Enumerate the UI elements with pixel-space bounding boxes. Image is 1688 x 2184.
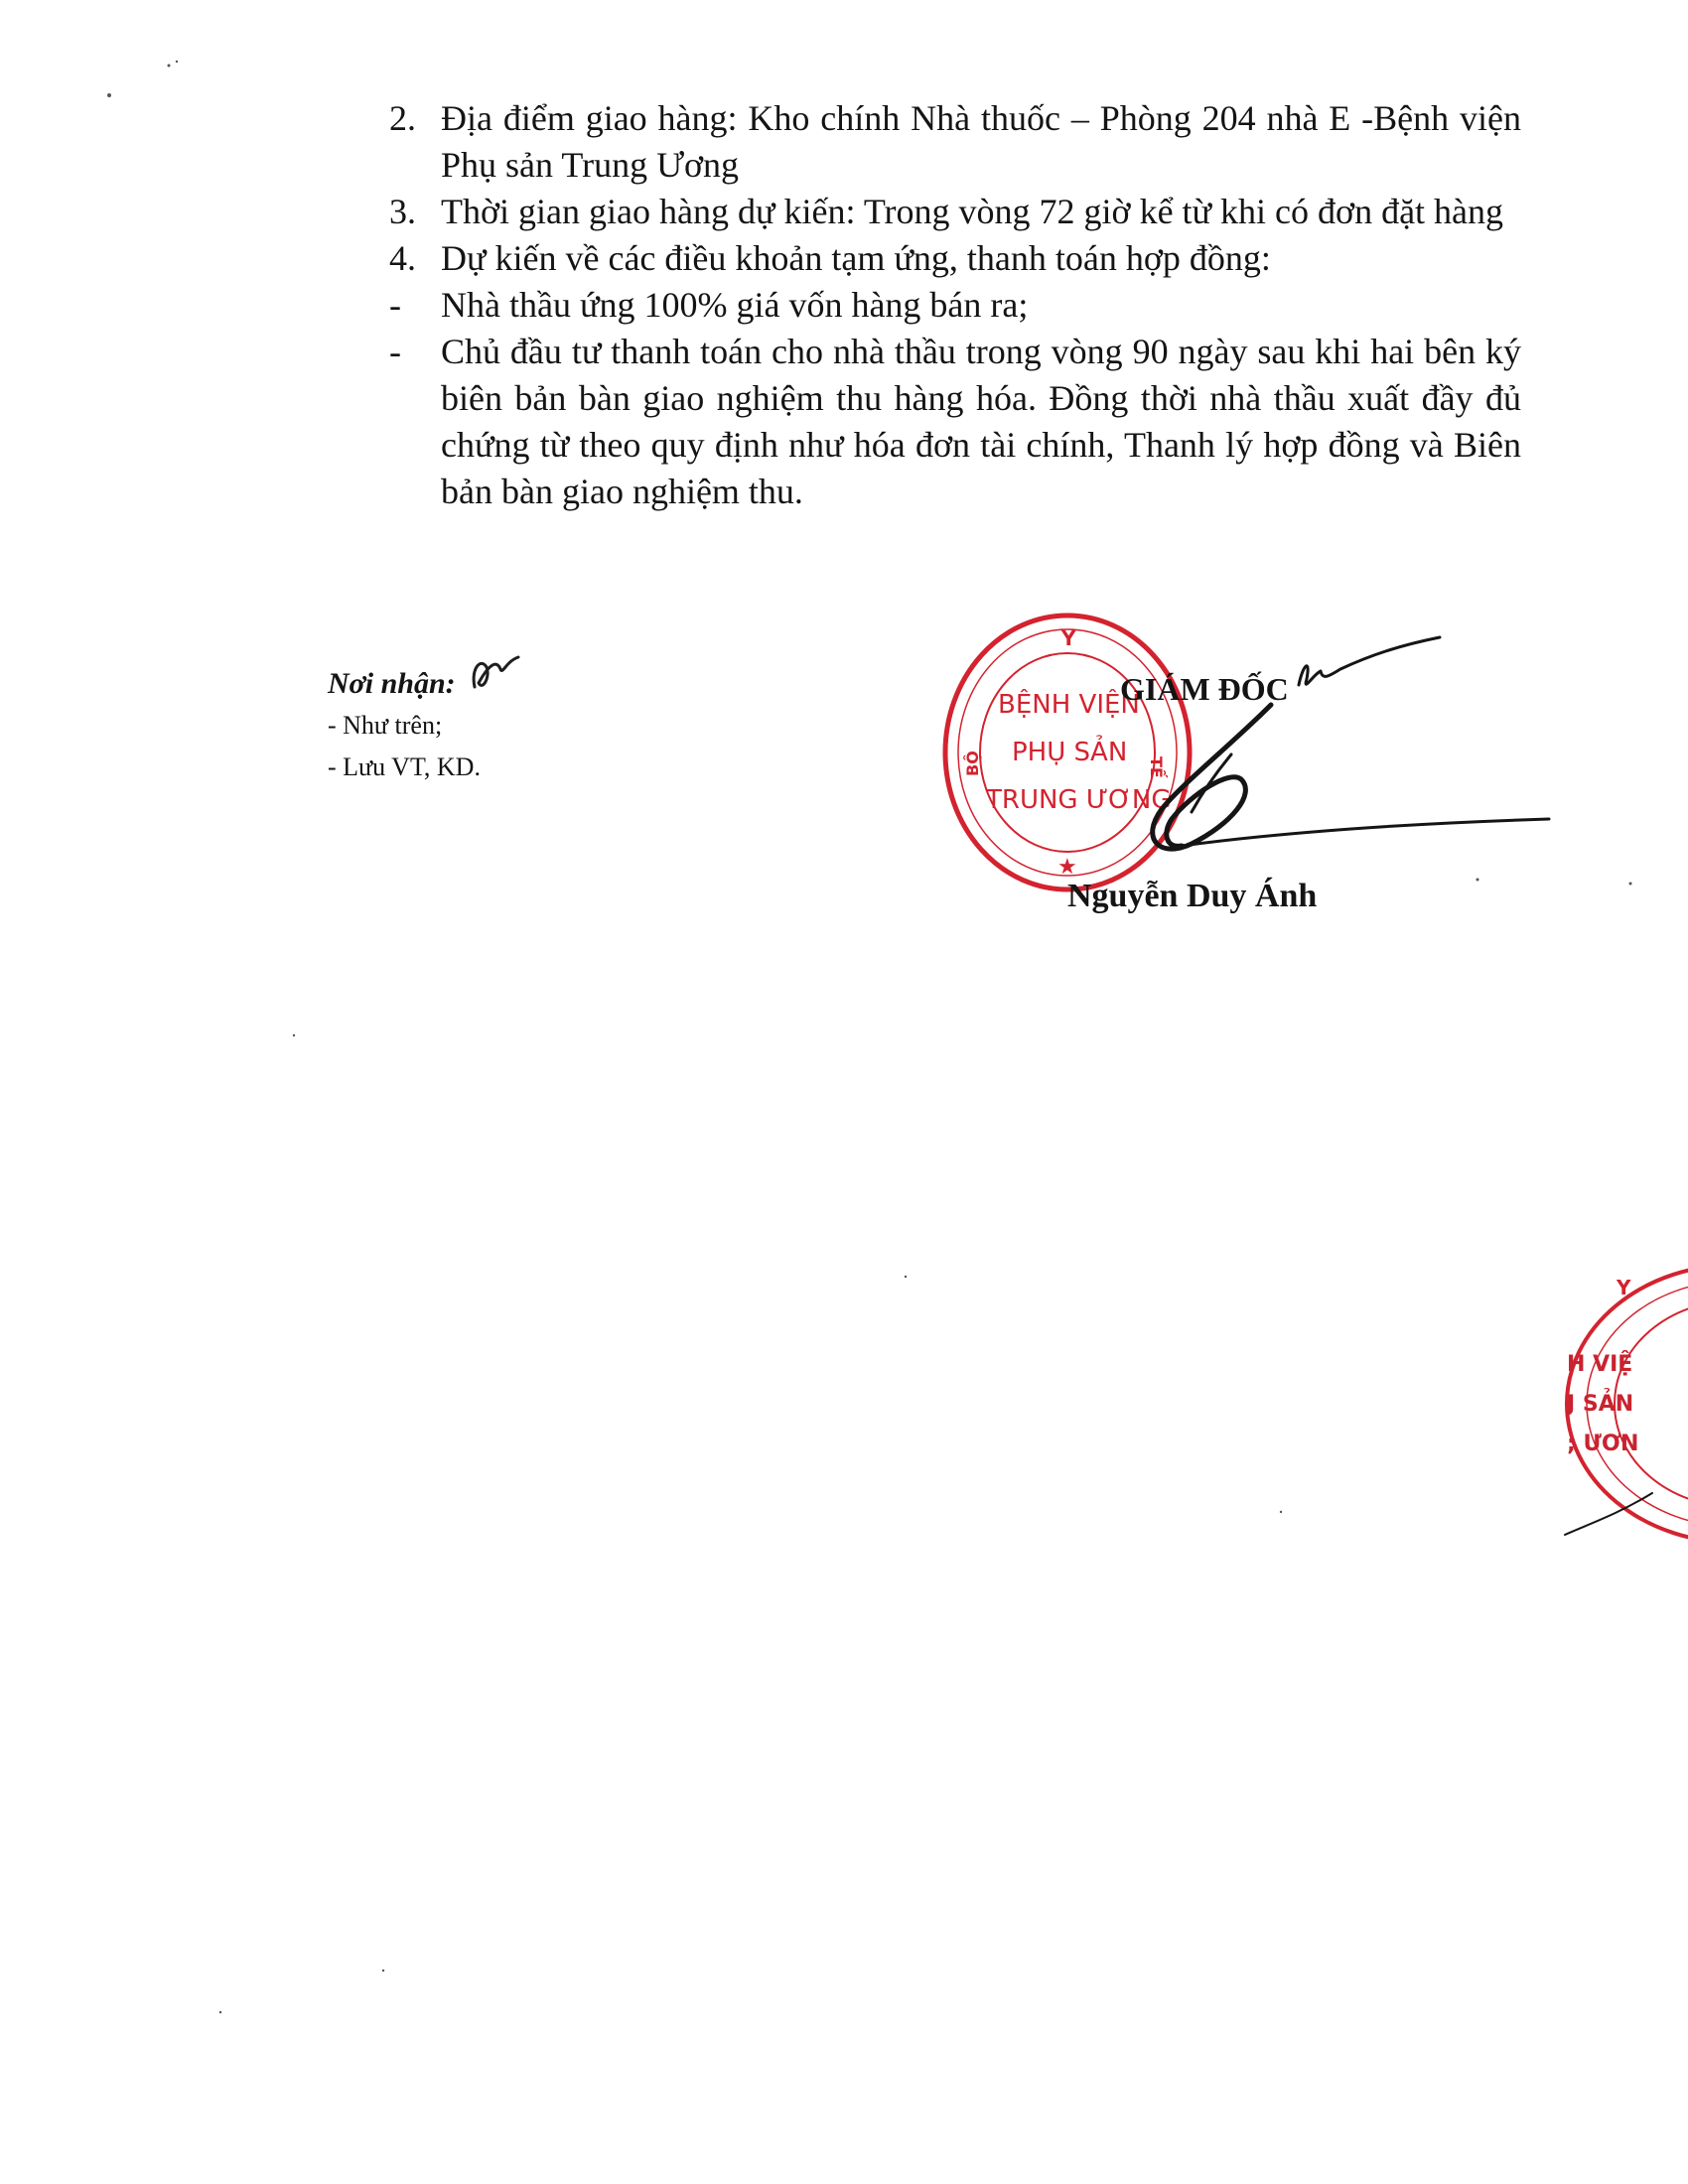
- partial-seal-text: [1567, 1345, 1676, 1464]
- seal-star: ★: [1057, 855, 1077, 880]
- body-text: [389, 95, 1521, 515]
- recipient-line: - Như trên;: [328, 711, 443, 740]
- recipients-block: [328, 663, 745, 788]
- list-item: [389, 329, 1521, 515]
- seal-line: BỆNH VIỆN: [998, 690, 1140, 720]
- list-marker: -: [389, 332, 401, 371]
- recipient-line: - Lưu VT, KD.: [328, 752, 481, 781]
- list-item-text: Chủ đầu tư thanh toán cho nhà thầu trong vòng 90 ngày sau khi hai bên ký biên bản bàn giao nghiệm thu hàng hóa. Đồng thời nhà thầu xuất đầy đủ chứng từ theo quy định như hóa đơn tài chính, Thanh lý hợp đồng và Biên bản bàn giao nghiệm thu.: [441, 332, 1521, 511]
- signatory-title: GIÁM ĐỐC: [1120, 671, 1289, 707]
- list-item-text: Địa điểm giao hàng: Kho chính Nhà thuốc – Phòng 204 nhà E -Bệnh viện Phụ sản Trung Ương: [441, 98, 1521, 185]
- seal-line: PHỤ SẢN: [1012, 738, 1128, 767]
- partial-seal-mark: Y: [1617, 1276, 1631, 1299]
- list-item: [389, 189, 1521, 235]
- seal-side-left: BỘ: [963, 751, 982, 776]
- initial-signature: [467, 647, 526, 697]
- director-signature: [1043, 635, 1559, 874]
- list-item: [389, 235, 1521, 282]
- list-item: [389, 95, 1521, 189]
- partial-seal-line: J SẢN: [1567, 1392, 1634, 1417]
- list-item-text: Dự kiến về các điều khoản tạm ứng, thanh toán hợp đồng:: [441, 238, 1271, 278]
- list-marker: 3.: [389, 192, 416, 231]
- list-marker: 2.: [389, 98, 416, 138]
- list-item: [389, 282, 1521, 329]
- signatory-name: Nguyễn Duy Ánh: [1067, 878, 1318, 914]
- recipients-title: Nơi nhận:: [328, 667, 456, 700]
- list-marker: -: [389, 285, 401, 325]
- list-item-text: Thời gian giao hàng dự kiến: Trong vòng 72 giờ kể từ khi có đơn đặt hàng: [441, 192, 1504, 231]
- seal-line: TRUNG ƯƠNG: [986, 785, 1172, 815]
- list-item-text: Nhà thầu ứng 100% giá vốn hàng bán ra;: [441, 285, 1029, 325]
- seal-top-mark: Y: [1061, 626, 1076, 650]
- seal-side-right: TẾ: [1147, 756, 1166, 778]
- partial-seal-line: H VIỆ: [1567, 1352, 1633, 1377]
- list-marker: 4.: [389, 238, 416, 278]
- partial-seal-line: ; ƯƠN: [1567, 1432, 1639, 1456]
